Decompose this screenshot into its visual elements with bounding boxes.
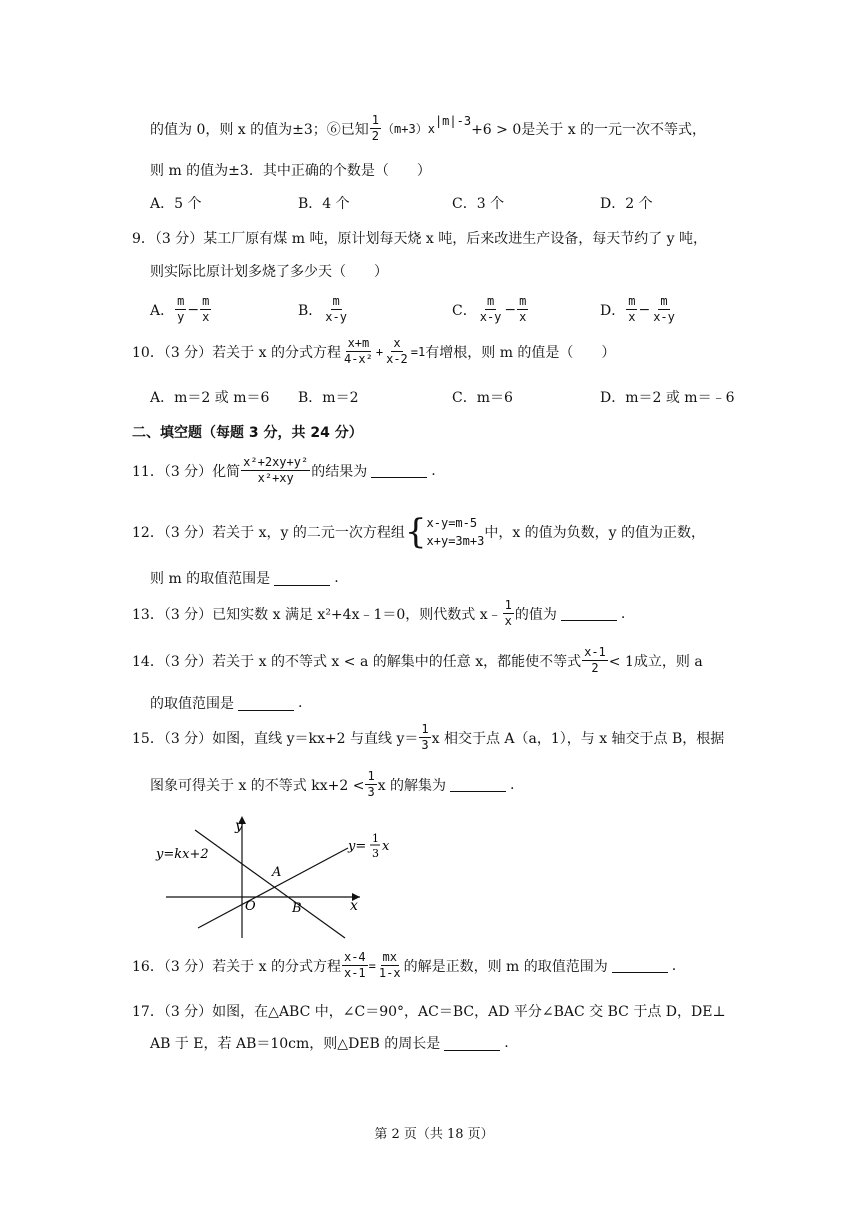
line-one-third-x [198,848,348,928]
q9-option-b: B． $\frac{m}{x-y}$ [298,294,347,324]
q17-line2: AB 于 E，若 AB＝10cm，则△DEB 的周长是 . [150,1035,509,1052]
q9-option-d: D． $\frac{m}{x}$ − $\frac{m}{x-y}$ [600,294,675,324]
q15-line1: 15．（3 分）如图，直线 y＝kx+2 与直线 y＝ $\frac{1}{3}$ x 相交于点 A（a，1），与 x 轴交于点 B，根据 [132,722,725,752]
q8-option-d: D．2 个 [600,196,653,212]
answer-blank [238,696,294,711]
equation-system: { x-y=m-5 x+y=3m+3 [404,512,485,552]
line2-label-a: y= [348,839,367,854]
q13-line: 13．（3 分）已知实数 x 满足 x²+4x﹣1＝0，则代数式 x﹣ $\frac{1}{x}$ 的值为 . [132,598,626,628]
x-axis-label: x [350,898,358,914]
q8-option-a: A．5 个 [150,196,202,212]
section-heading: 二、填空题（每题 3 分，共 24 分） [132,425,363,441]
q10-option-b: B．m＝2 [298,390,359,406]
page-footer: 第 2 页（共 18 页） [374,1127,494,1142]
line2-label-b: x [382,839,390,854]
point-a-label: A [272,865,282,880]
point-b-label: B [292,901,302,916]
answer-blank [561,606,617,621]
q14-line1: 14．（3 分）若关于 x 的不等式 x < a 的解集中的任意 x，都能使不等式 $\frac{x-1}{2}$ < 1成立，则 a [132,645,703,675]
answer-blank [612,958,668,973]
q14-line2: 的取值范围是 . [150,695,303,712]
line-graph-figure [150,810,410,945]
line2-frac-den: 3 [372,847,379,860]
answer-blank [274,571,330,586]
y-axis-label: y [235,818,243,834]
q8-line1: 的值为 0，则 x 的值为±3；⑥已知 $\frac{1}{2}$ （m+3）x $^{|m|-3}$ +6 > 0是关于 x 的一元一次不等式， [150,113,707,143]
q12-line1: 12．（3 分）若关于 x，y 的二元一次方程组 { x-y=m-5 x+y=3m+3 中，x 的值为负数，y 的值为正数， [132,512,706,552]
line2-frac-num: 1 [372,832,379,845]
line1-label: y=kx+2 [156,847,209,862]
q10-line1: 10．（3 分）若关于 x 的分式方程 $\frac{x+m}{\text{4-x²}}$ + $\frac{x}{x-2}$ =1 有增根，则 m 的值是（ ） [132,336,616,366]
q9-line1: 9．（3 分）某工厂原有煤 m 吨，原计划每天烧 x 吨，后来改进生产设备，每天节约了 y 吨， [132,231,708,247]
q10-option-d: D．m＝2 或 m＝﹣6 [600,390,735,406]
q8-line2: 则 m 的值为±3．其中正确的个数是（ ） [150,163,431,179]
q17-line1: 17．（3 分）如图，在△ABC 中，∠C＝90°，AC＝BC，AD 平分∠BAC 交 BC 于点 D，DE⊥ [132,1004,726,1020]
fraction: $\frac{1}{2}$ [371,113,380,143]
answer-blank [371,463,427,478]
answer-blank [450,777,506,792]
q15-line2: 图象可得关于 x 的不等式 kx+2 < $\frac{1}{3}$ x 的解集为 . [150,769,515,799]
q11-line: 11．（3 分）化简 $\frac{\text{x²+2xy+y²}}{\text{x²+xy}}$ 的结果为 . [132,455,436,485]
q12-line2: 则 m 的取值范围是 . [150,570,339,587]
answer-blank [444,1036,500,1051]
q8-option-c: C．3 个 [452,196,505,212]
line-kx-plus-2 [195,830,345,938]
q9-option-c: C． $\frac{m}{x-y}$ − $\frac{m}{x}$ [452,294,527,324]
q9-option-a: A． $\frac{m}{y}$ − $\frac{m}{x}$ [150,294,210,324]
q10-option-a: A．m＝2 或 m＝6 [150,390,270,406]
q9-line2: 则实际比原计划多烧了多少天（ ） [150,264,388,280]
q10-option-c: C．m＝6 [452,390,513,406]
origin-label: O [245,899,256,914]
q8-option-b: B．4 个 [298,196,350,212]
q16-line: 16．（3 分）若关于 x 的分式方程 $\frac{x-4}{x-1}$ = $\frac{mx}{1-x}$ 的解是正数，则 m 的取值范围为 . [132,950,677,980]
